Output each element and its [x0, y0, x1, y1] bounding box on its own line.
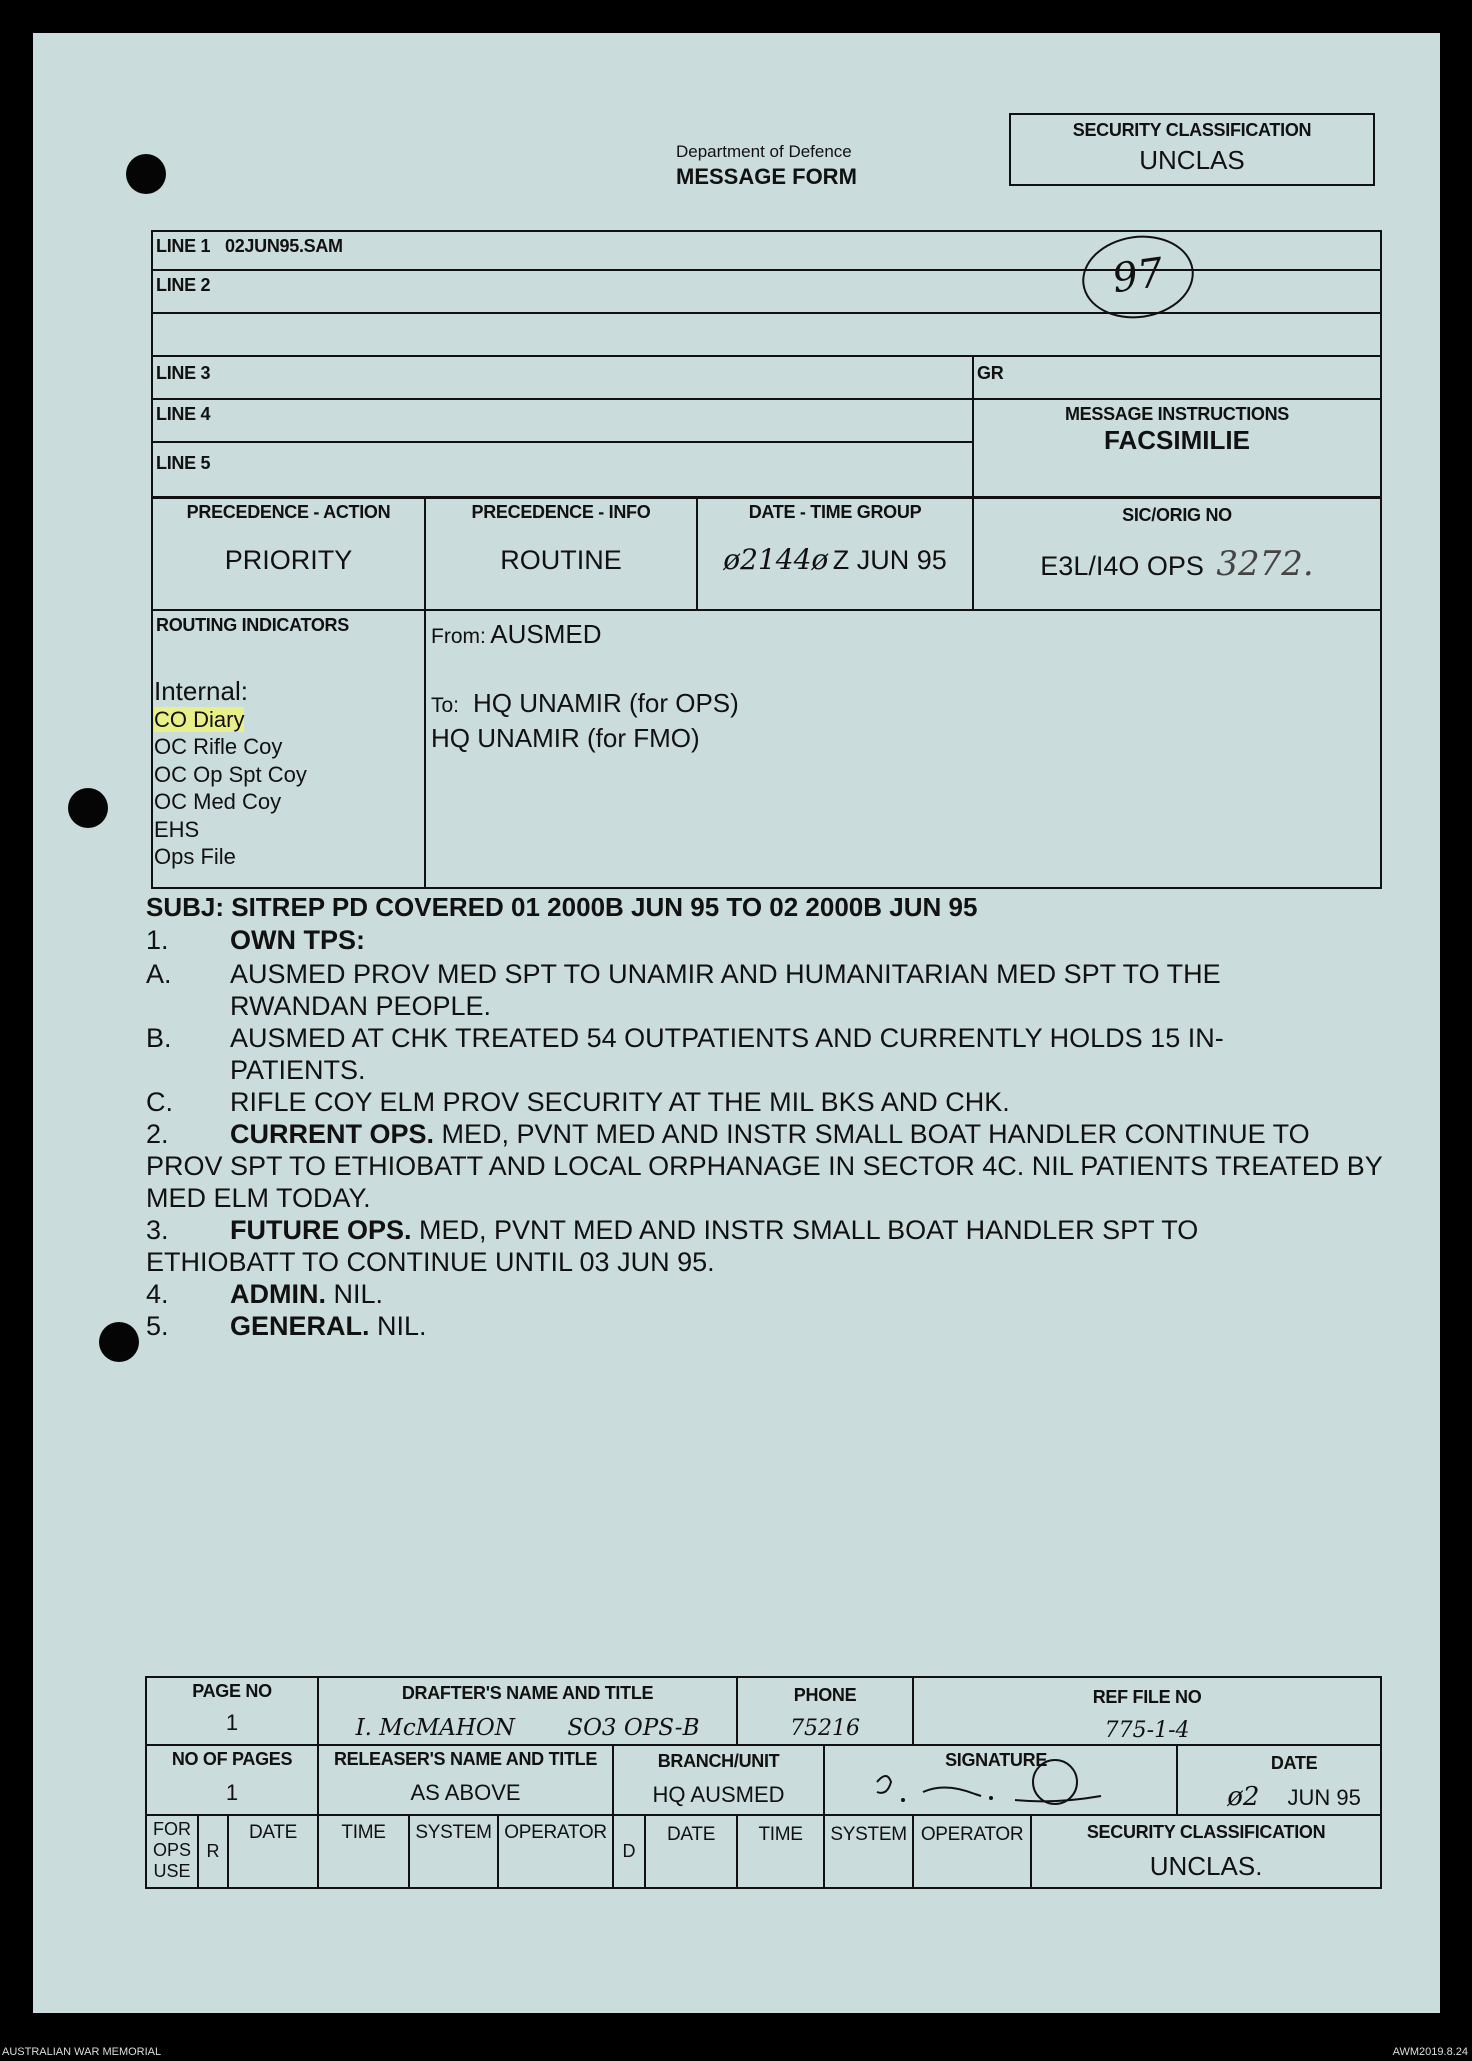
- internal-label: Internal:: [154, 676, 248, 706]
- signature: [865, 1752, 1105, 1812]
- r-label: R: [206, 1841, 220, 1861]
- department-name: Department of Defence: [676, 142, 852, 161]
- para-text: MED, PVNT MED AND INSTR SMALL BOAT HANDLER SPT TO ETHIOBATT TO CONTINUE UNTIL 03 JUN 95.: [146, 1215, 1199, 1277]
- internal-item: EHS: [154, 816, 200, 842]
- line1-value: 02JUN95.SAM: [225, 236, 343, 256]
- para-b: [146, 1022, 1386, 1086]
- phone-value: 75216: [790, 1716, 861, 1741]
- message-body: [146, 924, 1386, 1342]
- d-label: D: [622, 1841, 636, 1861]
- to-recipient: HQ UNAMIR (for FMO): [431, 723, 700, 753]
- d-date-label: DATE: [667, 1824, 716, 1845]
- to-recipient: HQ UNAMIR (for OPS): [473, 688, 739, 718]
- bottom-security-classification-label: SECURITY CLASSIFICATION: [1086, 1822, 1326, 1842]
- to-lines: [431, 687, 739, 754]
- ops-date-label: DATE: [248, 1822, 298, 1843]
- line1-label: LINE 1: [156, 236, 211, 256]
- phone-label: PHONE: [793, 1685, 857, 1705]
- no-of-pages-label: NO OF PAGES: [171, 1749, 293, 1769]
- security-classification-label: SECURITY CLASSIFICATION: [1072, 120, 1312, 140]
- drafter-name: I. McMAHON: [355, 1715, 515, 1741]
- sic-orig-value: E3L/I4O OPS: [1040, 551, 1204, 581]
- form-title: MESSAGE FORM: [676, 164, 857, 189]
- precedence-action-label: PRECEDENCE - ACTION: [186, 502, 391, 522]
- punch-hole: [68, 788, 108, 828]
- para-number: 5.: [146, 1311, 169, 1341]
- para-4: [146, 1278, 1386, 1310]
- para-text: NIL.: [369, 1311, 427, 1341]
- sic-orig-label: SIC/ORIG NO: [1122, 505, 1232, 525]
- page-no-value: 1: [225, 1710, 239, 1735]
- para-number: 4.: [146, 1279, 169, 1309]
- branch-label: BRANCH/UNIT: [657, 1751, 780, 1771]
- branch-value: HQ AUSMED: [652, 1782, 785, 1807]
- internal-item: OC Op Spt Coy: [154, 761, 307, 787]
- para-heading: GENERAL.: [230, 1311, 370, 1341]
- internal-item: Ops File: [154, 844, 236, 869]
- dtg-suffix: Z JUN 95: [832, 545, 947, 575]
- d-operator-label: OPERATOR: [920, 1824, 1024, 1845]
- security-classification-value: UNCLAS: [1139, 145, 1245, 175]
- release-info-table: [145, 1676, 1382, 1889]
- dtg-handwritten: ø2144ø: [723, 543, 829, 576]
- para-number: 2.: [146, 1119, 169, 1149]
- subject-line: SUBJ: SITREP PD COVERED 01 2000B JUN 95 TO 02 2000B JUN 95: [146, 892, 978, 922]
- bottom-security-classification-value: UNCLAS.: [1149, 1851, 1263, 1881]
- para-5: [146, 1310, 1386, 1342]
- internal-item: CO Diary: [154, 706, 245, 732]
- punch-hole: [126, 154, 166, 194]
- internal-item: OC Med Coy: [154, 789, 282, 814]
- para-heading: CURRENT OPS.: [230, 1119, 435, 1149]
- from-value: AUSMED: [490, 619, 602, 649]
- ref-file-label: REF FILE NO: [1092, 1687, 1202, 1707]
- para-number: 1.: [146, 925, 169, 955]
- releaser-value: AS ABOVE: [410, 1780, 521, 1805]
- message-instructions-label: MESSAGE INSTRUCTIONS: [1064, 404, 1290, 424]
- para-a: [146, 958, 1386, 1022]
- para-1: [146, 924, 1386, 958]
- date-handwritten: ø2: [1227, 1782, 1260, 1812]
- d-system-label: SYSTEM: [830, 1824, 907, 1845]
- para-text: MED, PVNT MED AND INSTR SMALL BOAT HANDLER CONTINUE TO PROV SPT TO ETHIOBATT AND LOCAL ORPHANAGE IN SECTOR 4C. NIL PATIENTS TREATED BY MED ELM TODAY.: [146, 1119, 1383, 1213]
- no-of-pages-value: 1: [225, 1780, 239, 1805]
- for-ops-use-label: FOR OPS USE: [152, 1819, 191, 1881]
- security-classification-box: [1009, 113, 1375, 186]
- para-text: AUSMED AT CHK TREATED 54 OUTPATIENTS AND CURRENTLY HOLDS 15 IN-PATIENTS.: [230, 1023, 1224, 1085]
- para-text: NIL.: [326, 1279, 384, 1309]
- para-letter: C.: [146, 1087, 173, 1117]
- para-heading: FUTURE OPS.: [230, 1215, 412, 1245]
- document-number: 97: [1109, 249, 1167, 303]
- para-text: RIFLE COY ELM PROV SECURITY AT THE MIL BKS AND CHK.: [230, 1087, 1010, 1117]
- para-letter: A.: [146, 959, 172, 989]
- from-label: From:: [431, 625, 486, 648]
- routing-indicators-label: ROUTING INDICATORS: [156, 615, 349, 635]
- para-heading: OWN TPS:: [230, 925, 365, 955]
- precedence-info-label: PRECEDENCE - INFO: [471, 502, 651, 522]
- para-c: [146, 1086, 1386, 1118]
- sic-orig-handwritten: 3272.: [1216, 544, 1314, 584]
- ops-time-label: TIME: [341, 1822, 386, 1843]
- ref-file-value: 775-1-4: [1104, 1718, 1190, 1743]
- line4-label: LINE 4: [156, 404, 211, 424]
- line2-label: LINE 2: [156, 275, 211, 295]
- gr-label: GR: [977, 363, 1004, 383]
- precedence-action-value: PRIORITY: [224, 545, 353, 575]
- punch-hole: [99, 1322, 139, 1362]
- date-cell: [1176, 1744, 1410, 1814]
- line3-label: LINE 3: [156, 363, 211, 383]
- internal-distribution: [154, 678, 307, 871]
- drafter-title: SO3 OPS-B: [567, 1715, 700, 1741]
- date-suffix: JUN 95: [1287, 1785, 1361, 1810]
- date-label: DATE: [1270, 1753, 1318, 1773]
- message-lines-table: [151, 230, 1382, 498]
- para-number: 3.: [146, 1215, 169, 1245]
- message-instructions-value: FACSIMILIE: [1104, 425, 1250, 455]
- page-no-label: PAGE NO: [192, 1681, 272, 1701]
- releaser-label: RELEASER'S NAME AND TITLE: [333, 1749, 598, 1769]
- para-text: AUSMED PROV MED SPT TO UNAMIR AND HUMANITARIAN MED SPT TO THE RWANDAN PEOPLE.: [230, 959, 1221, 1021]
- para-2: [146, 1118, 1391, 1214]
- para-letter: B.: [146, 1023, 172, 1053]
- d-time-label: TIME: [758, 1824, 803, 1845]
- dtg-label: DATE - TIME GROUP: [748, 502, 922, 522]
- signature-label: SIGNATURE: [945, 1750, 1048, 1770]
- drafter-label: DRAFTER'S NAME AND TITLE: [401, 1683, 654, 1703]
- precedence-routing-table: [151, 497, 1382, 889]
- ops-operator-label: OPERATOR: [504, 1822, 607, 1843]
- from-line: [431, 619, 602, 650]
- para-heading: ADMIN.: [230, 1279, 326, 1309]
- archive-name: AUSTRALIAN WAR MEMORIAL: [2, 2046, 162, 2058]
- ops-system-label: SYSTEM: [415, 1822, 492, 1843]
- to-label: To:: [431, 694, 460, 717]
- internal-item: OC Rifle Coy: [154, 734, 283, 759]
- archive-reference: AWM2019.8.24: [1392, 2046, 1468, 2058]
- para-3: [146, 1214, 1346, 1278]
- precedence-info-value: ROUTINE: [500, 545, 622, 575]
- line5-label: LINE 5: [156, 453, 211, 473]
